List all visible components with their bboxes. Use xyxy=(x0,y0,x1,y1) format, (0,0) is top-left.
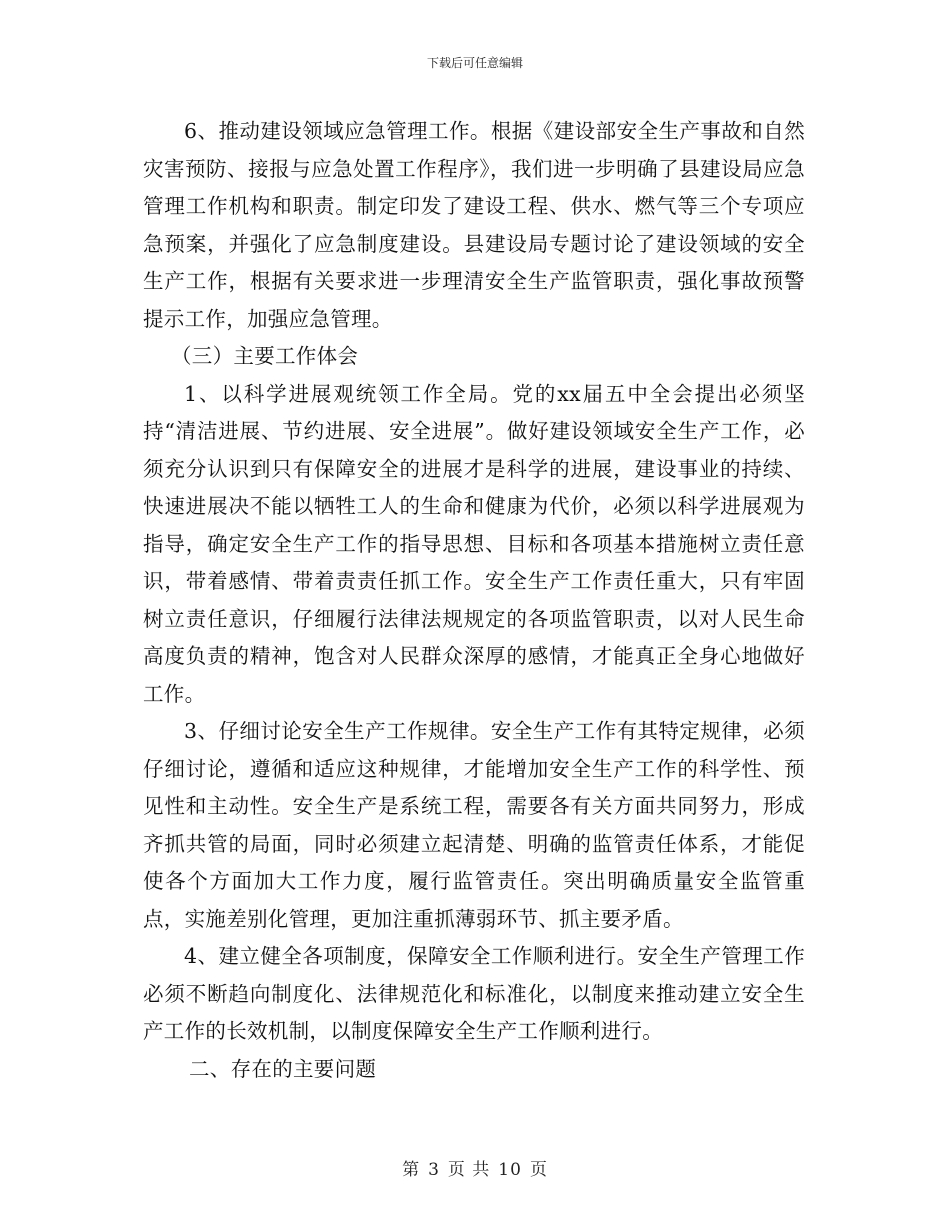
footer-prefix: 第 xyxy=(402,1160,421,1180)
footer-total-pages: 10 xyxy=(498,1160,522,1180)
paragraph-item-3: 3、仔细讨论安全生产工作规律。安全生产工作有其特定规律，必须仔细讨论，遵循和适应这种规律，才能增加安全生产工作的科学性、预见性和主动性。安全生产是系统工程，需要各有关方面共同努力，形成齐抓共管的局面，同时必须建立起清楚、明确的监管责任体系，才能促使各个方面加大工作力度，履行监管责任。突出明确质量安全监管重点，实施差别化管理，更加注重抓薄弱环节、抓主要矛盾。 xyxy=(143,719,805,931)
document-body xyxy=(143,113,805,1088)
footer-middle: 页 共 xyxy=(447,1160,491,1180)
footer-page-number: 3 xyxy=(428,1160,440,1180)
header-note: 下载后可任意编辑 xyxy=(426,56,523,70)
paragraph-item-4: 4、建立健全各项制度，保障安全工作顺利进行。安全生产管理工作必须不断趋向制度化、法律规范化和标准化，以制度来推动建立安全生产工作的长效机制，以制度保障安全生产工作顺利进行。 xyxy=(143,944,805,1043)
paragraph-item-1: 1、以科学进展观统领工作全局。党的xx届五中全会提出必须坚持“清洁进展、节约进展、安全进展”。做好建设领域安全生产工作，必须充分认识到只有保障安全的进展才是科学的进展，建设事业的持续、快速进展决不能以牺牲工人的生命和健康为代价，必须以科学进展观为指导，确定安全生产工作的指导思想、目标和各项基本措施树立责任意识，带着感情、带着责责任抓工作。安全生产工作责任重大，只有牢固树立责任意识，仔细履行法律法规规定的各项监管职责，以对人民生命高度负责的精神，饱含对人民群众深厚的感情，才能真正全身心地做好工作。 xyxy=(143,381,805,706)
section-heading-main-experience: （三）主要工作体会 xyxy=(171,344,359,368)
page-footer xyxy=(0,1155,950,1180)
paragraph-item-6: 6、推动建设领域应急管理工作。根据《建设部安全生产事故和自然灾害预防、接报与应急处置工作程序》，我们进一步明确了县建设局应急管理工作机构和职责。制定印发了建设工程、供水、燃气等三个专项应急预案，并强化了应急制度建设。县建设局专题讨论了建设领域的安全生产工作，根据有关要求进一步理清安全生产监管职责，强化事故预警提示工作，加强应急管理。 xyxy=(143,119,805,331)
section-heading-existing-problems: 二、存在的主要问题 xyxy=(189,1056,377,1081)
footer-suffix: 页 xyxy=(529,1160,548,1180)
